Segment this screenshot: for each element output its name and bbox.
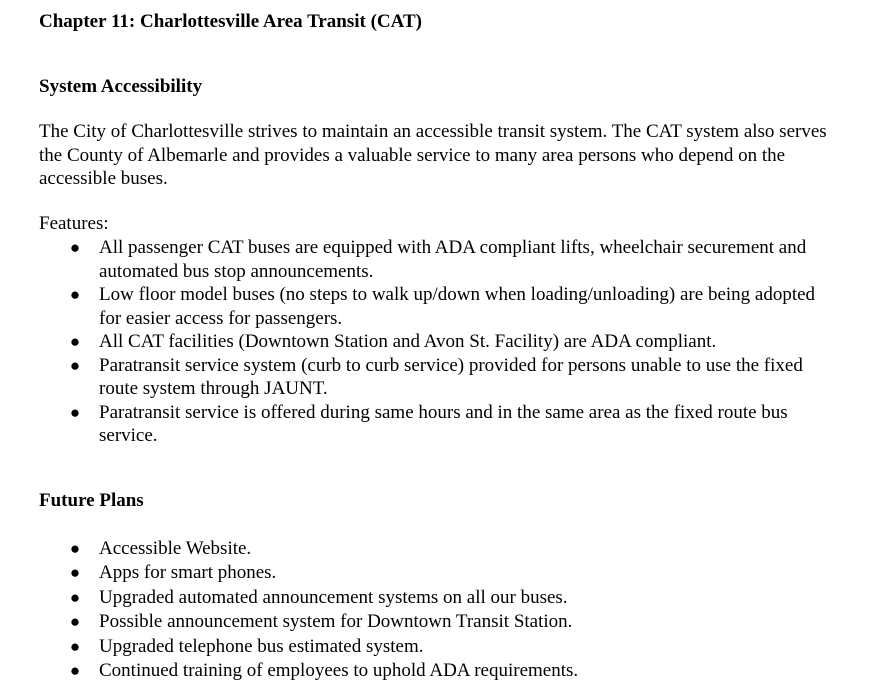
future-plans-list-item — [0, 635, 819, 659]
future-plans-list-item-text: Possible announcement system for Downtown Transit Station. — [99, 611, 573, 633]
bullet-icon: ● — [69, 661, 81, 681]
future-plans-list-item — [0, 561, 819, 585]
features-list-item-text: Paratransit service is offered during same hours and in the same area as the fixed route bus service. — [99, 401, 788, 446]
future-plans-list — [0, 537, 819, 683]
bullet-icon: ● — [69, 563, 81, 583]
future-plans-list-item — [0, 586, 819, 610]
bullet-icon: ● — [69, 238, 81, 257]
features-list-item-text: Low floor model buses (no steps to walk up/down when loading/unloading) are being adopted for easier access for passengers. — [99, 284, 816, 329]
future-plans-list-item-text: Upgraded telephone bus estimated system. — [99, 635, 424, 657]
system-accessibility-heading: System Accessibility — [39, 76, 203, 97]
future-plans-list-item-text: Continued training of employees to uphold ADA requirements. — [99, 660, 579, 682]
bullet-icon: ● — [69, 612, 81, 632]
bullet-icon: ● — [69, 539, 81, 558]
future-plans-list-item — [0, 659, 819, 683]
future-plans-list-item-text: Upgraded automated announcement systems on all our buses. — [99, 586, 568, 608]
future-plans-list-item-text: Apps for smart phones. — [99, 562, 277, 584]
bullet-icon: ● — [69, 402, 81, 422]
features-list-item — [0, 330, 819, 354]
future-plans-list-item — [0, 537, 819, 561]
features-list — [0, 236, 819, 448]
features-list-item — [0, 401, 819, 448]
features-label: Features: — [39, 213, 109, 234]
bullet-icon: ● — [69, 587, 81, 607]
features-list-item — [0, 236, 819, 283]
future-plans-list-item-text: Accessible Website. — [99, 538, 252, 559]
chapter-title: Chapter 11: Charlottesville Area Transit (CAT) — [39, 11, 422, 32]
bullet-icon: ● — [69, 332, 81, 351]
bullet-icon: ● — [69, 355, 81, 375]
future-plans-heading: Future Plans — [39, 490, 144, 511]
features-list-item-text: All CAT facilities (Downtown Station and Avon St. Facility) are ADA compliant. — [99, 331, 717, 352]
features-list-item — [0, 283, 819, 330]
future-plans-list-item — [0, 610, 819, 634]
features-list-item-text: All passenger CAT buses are equipped with ADA compliant lifts, wheelchair securement and automated bus stop announcements. — [99, 237, 807, 282]
features-list-item — [0, 354, 819, 401]
features-list-item-text: Paratransit service system (curb to curb service) provided for persons unable to use the fixed route system through JAUNT. — [99, 354, 803, 399]
system-accessibility-paragraph: The City of Charlottesville strives to maintain an accessible transit system. The CAT system also serves the County of Albemarle and provides a valuable service to many area persons who depend on the accessible buses. — [39, 121, 827, 189]
bullet-icon: ● — [69, 285, 81, 304]
bullet-icon: ● — [69, 636, 81, 656]
